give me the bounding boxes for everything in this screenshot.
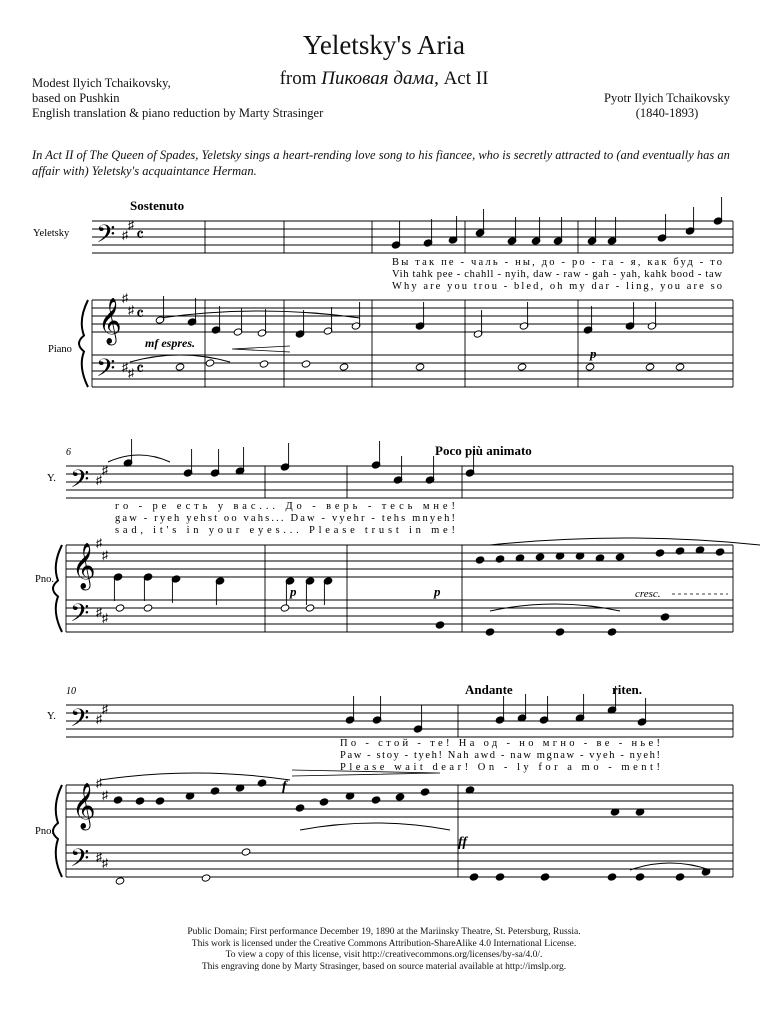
sharp-accidental: ♯ — [102, 702, 108, 716]
composer-credit: Pyotr Ilyich Tchaikovsky (1840-1893) — [604, 91, 730, 120]
sharp-accidental: ♯ — [102, 463, 108, 477]
sharp-accidental: ♯ — [96, 776, 102, 790]
cresc-marking: cresc. — [635, 588, 661, 600]
bass-clef: 𝄢 — [96, 355, 116, 388]
notehead — [675, 547, 685, 555]
notehead — [655, 549, 665, 557]
notehead — [660, 613, 670, 621]
voice-label: Y. — [47, 473, 56, 484]
notehead — [259, 360, 269, 368]
bass-clef: 𝄢 — [96, 221, 116, 254]
notehead — [295, 804, 305, 812]
sharp-accidental: ♯ — [102, 856, 108, 870]
dynamic-marking: f — [282, 779, 287, 794]
notehead — [115, 877, 125, 885]
notehead — [415, 363, 425, 371]
notehead — [469, 873, 479, 881]
notehead — [113, 796, 123, 804]
slur — [160, 311, 360, 318]
lyrics-english: Please wait dear! On - ly for a mo - ment! — [340, 762, 661, 773]
sharp-accidental: ♯ — [128, 218, 134, 232]
slur — [300, 823, 450, 830]
sharp-accidental: ♯ — [96, 712, 102, 726]
treble-clef: 𝄞 — [98, 298, 122, 343]
intro-paragraph: In Act II of The Queen of Spades, Yeletsky sings a heart-rending love song to his fiancee, who is secretly attracted to (and eventually has an affair with) Yeletsky's acquaintance Herman. — [32, 148, 730, 178]
lyrics-transliteration: Paw - stoy - tyeh! Nah awd - naw mgnaw - vyeh - nyeh! — [340, 750, 660, 761]
notehead — [615, 553, 625, 561]
sharp-accidental: ♯ — [128, 303, 134, 317]
notehead — [135, 797, 145, 805]
notehead — [715, 548, 725, 556]
dynamic-marking: mf espres. — [145, 336, 195, 350]
bass-clef: 𝄢 — [70, 600, 90, 633]
notehead — [540, 873, 550, 881]
sharp-accidental: ♯ — [102, 788, 108, 802]
piano-label: Piano — [48, 344, 72, 355]
notehead — [241, 848, 251, 856]
notehead — [675, 873, 685, 881]
bass-clef: 𝄢 — [70, 705, 90, 738]
sharp-accidental: ♯ — [96, 850, 102, 864]
lyrics-english: sad, it's in your eyes... Please trust in me! — [115, 525, 455, 536]
notehead — [205, 359, 215, 367]
common-time-signature: 𝄴 — [136, 359, 145, 379]
lyrics-cyrillic: Вы так пе - чаль - ны, до - ро - га - я, как буд - то — [392, 257, 722, 268]
notehead — [319, 798, 329, 806]
bass-clef: 𝄢 — [70, 466, 90, 499]
tempo-marking: Poco più animato — [435, 443, 532, 458]
notehead — [301, 360, 311, 368]
tempo-marking: Andante — [465, 682, 513, 697]
notehead — [175, 363, 185, 371]
notehead — [675, 363, 685, 371]
slur — [130, 355, 230, 362]
score-subtitle: from Пиковая дама, Act II — [279, 68, 489, 89]
notehead — [257, 779, 267, 787]
notehead — [201, 874, 211, 882]
notehead — [155, 797, 165, 805]
notehead — [280, 604, 290, 612]
notehead — [495, 555, 505, 563]
treble-clef: 𝄞 — [72, 543, 96, 588]
notehead — [395, 793, 405, 801]
piano-brace — [53, 545, 62, 632]
sharp-accidental: ♯ — [128, 366, 134, 380]
notehead — [420, 788, 430, 796]
sharp-accidental: ♯ — [96, 473, 102, 487]
notehead — [305, 604, 315, 612]
measure-number: 10 — [66, 686, 76, 697]
notehead — [435, 621, 445, 629]
dynamic-marking: p — [434, 584, 441, 599]
piano-label: Pno. — [35, 826, 54, 837]
notehead — [339, 363, 349, 371]
bass-clef: 𝄢 — [70, 845, 90, 878]
sharp-accidental: ♯ — [102, 611, 108, 625]
notehead — [555, 628, 565, 636]
lyrics-cyrillic: го - ре есть у вас... До - верь - тесь мне! — [115, 501, 455, 512]
lyrics-english: Why are you trou - bled, oh my dar - ling, you are so — [392, 281, 722, 292]
tempo-marking: riten. — [612, 682, 642, 697]
slur — [490, 538, 760, 545]
dynamic-marking: p — [290, 584, 297, 599]
sharp-accidental: ♯ — [122, 360, 128, 374]
score-title: Yeletsky's Aria — [303, 30, 465, 60]
librettist-credits: Modest Ilyich Tchaikovsky, based on Pushkin English translation & piano reduction by Marty Strasinger — [32, 76, 324, 120]
notehead — [371, 796, 381, 804]
notehead — [585, 363, 595, 371]
sharp-accidental: ♯ — [96, 605, 102, 619]
decrescendo-hairpin — [232, 346, 290, 352]
dynamic-marking: p — [590, 346, 597, 361]
dynamic-marking: ff — [458, 835, 468, 850]
piano-brace — [53, 785, 62, 877]
notehead — [485, 628, 495, 636]
notehead — [607, 628, 617, 636]
notehead — [210, 787, 220, 795]
lyrics-cyrillic: По - стой - те! На од - но мгно - ве - нье! — [340, 738, 660, 749]
lyrics-transliteration: Vih tahk pee - chahll - nyih, daw - raw - gah - yah, kahk bood - taw — [392, 269, 722, 280]
sharp-accidental: ♯ — [96, 536, 102, 550]
sharp-accidental: ♯ — [122, 228, 128, 242]
notehead — [645, 363, 655, 371]
piano-brace — [79, 300, 88, 387]
tempo-marking: Sostenuto — [130, 198, 185, 213]
notehead — [495, 873, 505, 881]
sharp-accidental: ♯ — [122, 291, 128, 305]
lyrics-transliteration: gaw - ryeh yehst oo vahs... Daw - vyehr - tehs mnyeh! — [115, 513, 456, 524]
notehead — [607, 873, 617, 881]
notehead — [475, 556, 485, 564]
notehead — [535, 553, 545, 561]
notehead — [635, 873, 645, 881]
common-time-signature: 𝄴 — [136, 225, 145, 245]
voice-label: Yeletsky — [33, 228, 70, 239]
slur — [100, 773, 290, 780]
slur — [108, 455, 170, 462]
slur — [490, 604, 620, 611]
sharp-accidental: ♯ — [102, 548, 108, 562]
treble-clef: 𝄞 — [72, 783, 96, 828]
license-footer: Public Domain; First performance December 19, 1890 at the Mariinsky Theatre, St. Petersburg, Russia. This work is licensed under the Creative Commons Attribution-ShareAlike 4.0 International License. To view a copy of this license, visit http://creativecommons.org/licenses/by-sa/4.0/. This engraving done by Marty Strasinger, based on source material available at http://imslp.org. — [187, 927, 581, 972]
measure-number: 6 — [66, 447, 71, 458]
common-time-signature: 𝄴 — [136, 304, 145, 324]
notehead — [143, 604, 153, 612]
notehead — [517, 363, 527, 371]
piano-label: Pno. — [35, 574, 54, 585]
voice-label: Y. — [47, 711, 56, 722]
notehead — [115, 604, 125, 612]
